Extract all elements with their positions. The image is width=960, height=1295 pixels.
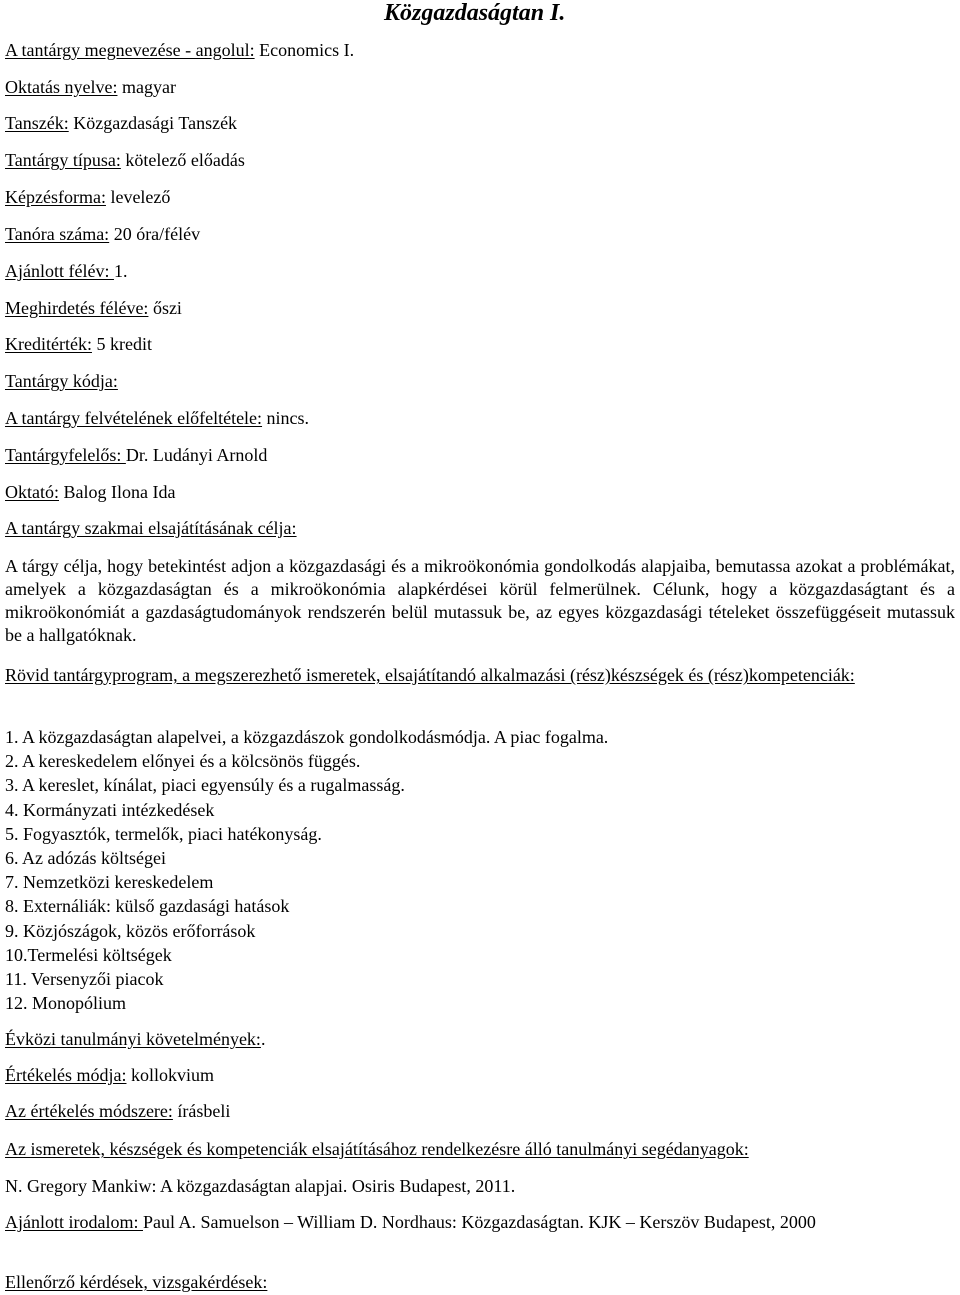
program-heading-label: Rövid tantárgyprogram, a megszerezhető ismeretek, elsajátítandó alkalmazási (rész)készségek és (rész)kompetenciák: [5, 665, 855, 685]
field-recommended-semester [5, 259, 127, 283]
field-department [5, 111, 237, 135]
program-heading [5, 663, 955, 687]
list-item: 8. Externáliák: külső gazdasági hatások [5, 896, 290, 917]
field-label: Képzésforma: [5, 187, 106, 207]
document-title: Közgazdaságtan I. [384, 0, 566, 26]
field-goal-heading [5, 516, 297, 540]
field-value: 5 kredit [91, 334, 152, 354]
field-label: Tantárgy típusa: [5, 150, 121, 170]
field-value: 20 óra/félév [109, 224, 201, 244]
list-item: 10.Termelési költségek [5, 944, 172, 965]
field-value: magyar [117, 77, 176, 97]
field-label: Oktatás nyelve: [5, 77, 118, 97]
field-value: 1. [113, 261, 128, 281]
questions-heading [5, 1270, 267, 1294]
field-value: Economics I. [254, 40, 355, 60]
field-prerequisite [5, 406, 309, 430]
list-item: 7. Nemzetközi kereskedelem [5, 872, 214, 893]
field-value: Balog Ilona Ida [59, 482, 176, 502]
field-label: Meghirdetés féléve: [5, 298, 149, 318]
method-value: írásbeli [172, 1101, 231, 1121]
list-item: 5. Fogyasztók, termelők, piaci hatékonyság. [5, 823, 322, 844]
field-value: levelező [105, 187, 171, 207]
field-value: kötelező előadás [120, 150, 245, 170]
list-item: 2. A kereskedelem előnyei és a kölcsönös függés. [5, 751, 361, 772]
requirements-value: . [260, 1029, 266, 1049]
literature-paragraph [5, 1210, 955, 1234]
field-label: Tanóra száma: [5, 224, 110, 244]
field-course-code [5, 369, 118, 393]
field-credits [5, 332, 152, 356]
field-value: Közgazdasági Tanszék [68, 113, 238, 133]
list-item: 9. Közjószágok, közös erőforrások [5, 920, 256, 941]
program-list [5, 725, 608, 1015]
requirements-label: Évközi tanulmányi követelmények: [5, 1029, 261, 1049]
field-responsible [5, 443, 267, 467]
list-item: 4. Kormányzati intézkedések [5, 799, 215, 820]
field-language [5, 75, 176, 99]
list-item: 11. Versenyzői piacok [5, 969, 164, 990]
field-lecturer [5, 480, 175, 504]
field-label: A tantárgy szakmai elsajátításának célja: [5, 518, 297, 538]
assessment-label: Értékelés módja: [5, 1065, 127, 1085]
assessment-value: kollokvium [126, 1065, 214, 1085]
field-label: Oktató: [5, 482, 59, 502]
field-value: őszi [148, 298, 182, 318]
field-announcement-semester [5, 296, 182, 320]
list-item: 3. A kereslet, kínálat, piaci egyensúly és a rugalmasság. [5, 775, 405, 796]
field-english-name [5, 38, 354, 62]
literature-value: Paul A. Samuelson – William D. Nordhaus: Közgazdaságtan. KJK – Kerszöv Budapest, 2000 [142, 1212, 816, 1232]
requirements-line [5, 1027, 265, 1051]
questions-label: Ellenőrző kérdések, vizsgakérdések: [5, 1272, 268, 1292]
list-item: 1. A közgazdaságtan alapelvei, a közgazdászok gondolkodásmódja. A piac fogalma. [5, 727, 609, 747]
field-hours [5, 222, 200, 246]
field-label: Tanszék: [5, 113, 69, 133]
list-item: 12. Monopólium [5, 993, 127, 1014]
field-value: nincs. [262, 408, 310, 428]
materials-heading [5, 1137, 749, 1161]
field-course-type [5, 148, 245, 172]
field-label: Ajánlott félév: [5, 261, 114, 281]
literature-label: Ajánlott irodalom: [5, 1212, 143, 1232]
field-label: Kreditérték: [5, 334, 92, 354]
materials-label: Az ismeretek, készségek és kompetenciák elsajátításához rendelkezésre álló tanulmányi segédanyagok: [5, 1139, 749, 1159]
field-label: Tantárgyfelelős: [5, 445, 126, 465]
materials-value: N. Gregory Mankiw: A közgazdaságtan alapjai. Osiris Budapest, 2011. [5, 1176, 516, 1196]
field-training-form [5, 185, 170, 209]
assessment-line [5, 1063, 214, 1087]
goal-paragraph: A tárgy célja, hogy betekintést adjon a közgazdasági és a mikroökonómia gondolkodás alapjaiba, bemutassa azokat a problémákat, amelyek a közgazdaságtan és a mikroökonómia alapkérdései körül felmerülnek. Célunk, hogy a közgazdaságtant és a mikroökonómiát a gazdaságtudományok rendszerén belül mutassuk be, az egyes közgazdasági tételeket összefüggéseit mutassuk be a hallgatóknak. [5, 556, 955, 645]
method-label: Az értékelés módszere: [5, 1101, 173, 1121]
field-value: Dr. Ludányi Arnold [125, 445, 268, 465]
field-label: A tantárgy felvételének előfeltétele: [5, 408, 263, 428]
list-item: 6. Az adózás költségei [5, 848, 166, 869]
method-line [5, 1099, 230, 1123]
field-label: A tantárgy megnevezése - angolul: [5, 40, 255, 60]
field-label: Tantárgy kódja: [5, 371, 118, 391]
